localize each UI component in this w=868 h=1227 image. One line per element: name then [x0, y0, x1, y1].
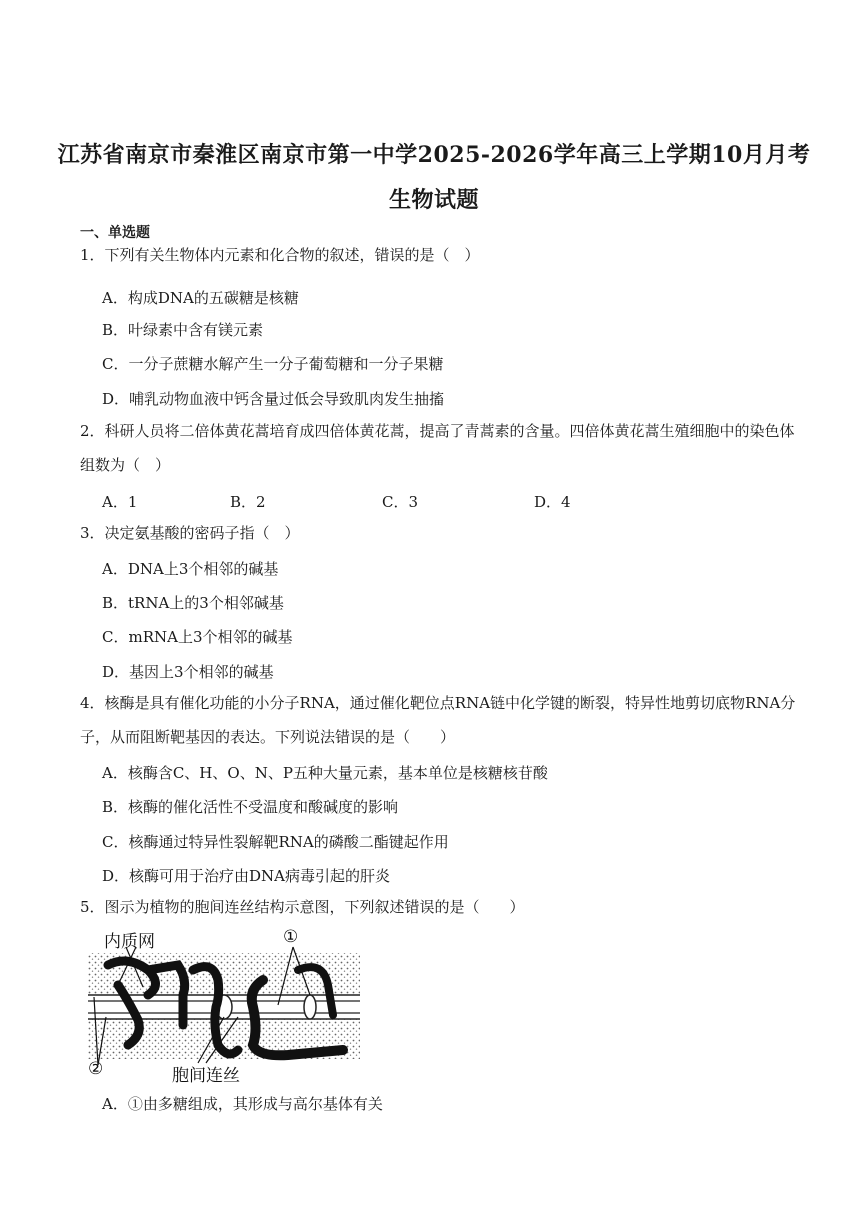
- plasmodesmata-figure: [88, 925, 368, 1085]
- question-4-option-a: A．核酶含C、H、O、N、P五种大量元素，基本单位是核糖核苷酸: [102, 764, 548, 782]
- question-2-option-c: C．3: [382, 493, 419, 511]
- question-2-option-b: B．2: [230, 493, 266, 511]
- question-1-stem: 1．下列有关生物体内元素和化合物的叙述，错误的是（ ）: [80, 246, 480, 264]
- exam-title-line1: 江苏省南京市秦淮区南京市第一中学2025-2026学年高三上学期10月月考: [57, 142, 811, 168]
- question-2-stem: 2．科研人员将二倍体黄花蒿培育成四倍体黄花蒿，提高了青蒿素的含量。四倍体黄花蒿生殖细胞中的染色体组数为（ ）: [80, 422, 795, 474]
- question-4-option-d: D．核酶可用于治疗由DNA病毒引起的肝炎: [102, 867, 391, 885]
- figure-label-2: ②: [88, 1059, 104, 1079]
- question-1-option-b: B．叶绿素中含有镁元素: [102, 321, 264, 339]
- section-heading: 一、单选题: [80, 225, 150, 241]
- figure-label-1: ①: [283, 927, 299, 947]
- figure-label-plasmodesmata: 胞间连丝: [172, 1066, 240, 1086]
- question-1-option-d: D．哺乳动物血液中钙含量过低会导致肌肉发生抽搐: [102, 390, 445, 408]
- question-3-option-c: C．mRNA上3个相邻的碱基: [102, 628, 293, 646]
- question-1-option-a: A．构成DNA的五碳糖是核糖: [102, 289, 299, 307]
- question-4-option-b: B．核酶的催化活性不受温度和酸碱度的影响: [102, 798, 399, 816]
- question-1-option-c: C．一分子蔗糖水解产生一分子葡萄糖和一分子果糖: [102, 355, 444, 373]
- question-5-stem: 5．图示为植物的胞间连丝结构示意图，下列叙述错误的是（ ）: [80, 898, 525, 916]
- question-3-option-a: A．DNA上3个相邻的碱基: [102, 560, 279, 578]
- exam-title-line2: 生物试题: [388, 187, 479, 213]
- question-3-option-b: B．tRNA上的3个相邻碱基: [102, 594, 284, 612]
- question-3-stem: 3．决定氨基酸的密码子指（ ）: [80, 524, 300, 542]
- question-5-option-a: A．①由多糖组成，其形成与高尔基体有关: [102, 1095, 383, 1113]
- figure-label-er: 内质网: [104, 932, 155, 952]
- question-4-stem: 4．核酶是具有催化功能的小分子RNA，通过催化靶位点RNA链中化学键的断裂，特异性地剪切底物RNA分子，从而阻断靶基因的表达。下列说法错误的是（ ）: [80, 694, 796, 746]
- question-3-option-d: D．基因上3个相邻的碱基: [102, 663, 274, 681]
- question-4-option-c: C．核酶通过特异性裂解靶RNA的磷酸二酯键起作用: [102, 833, 449, 851]
- question-2-option-a: A．1: [102, 493, 138, 511]
- question-2-option-d: D．4: [534, 493, 571, 511]
